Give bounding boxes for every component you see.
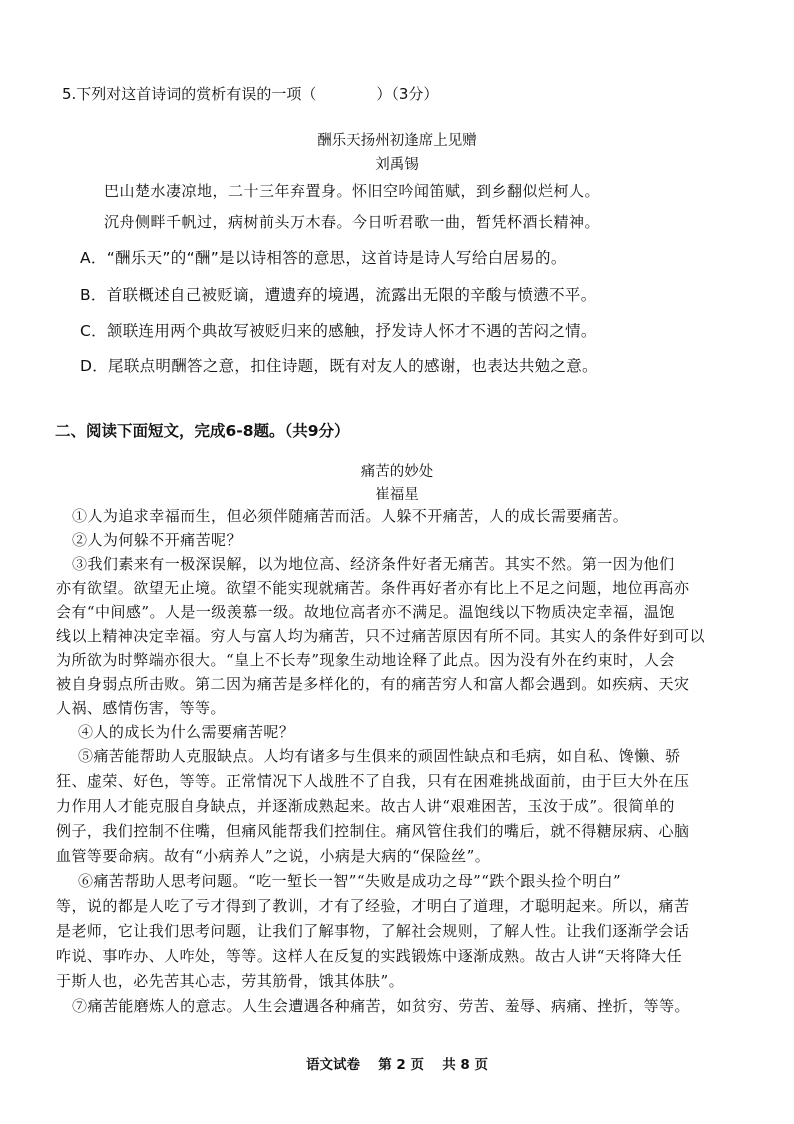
option-a: A．“酬乐天”的“酬”是以诗相答的意思，这首诗是诗人写给白居易的。	[80, 249, 567, 267]
article-line: 狂、虚荣、好色，等等。正常情况下人战胜不了自我，只有在困难挑战面前，由于巨大外在压	[56, 772, 690, 790]
article-line: 例子，我们控制不住嘴，但痛风能帮我们控制住。痛风管住我们的嘴后，就不得糖尿病、心脑	[56, 822, 690, 840]
article-line: ④人的成长为什么需要痛苦呢？	[78, 723, 295, 741]
article-line: 会有“中间感”。人是一级羡慕一级。故地位高者亦不满足。温饱线以下物质决定幸福，温饱	[56, 603, 675, 621]
section-2-heading: 二、阅读下面短文，完成6-8题。（共9分）	[55, 422, 350, 440]
article-line: 等，说的都是人吃了亏才得到了教训，才有了经验，才明白了道理，才聪明起来。所以，痛苦	[56, 897, 690, 915]
question-5-stem: 5.下列对这首诗词的赏析有误的一项（ ）（3分）	[62, 85, 439, 103]
article-title: 痛苦的妙处	[360, 464, 434, 480]
article-line: 是老师，它让我们思考问题，让我们了解事物，了解社会规则，了解人性。让我们逐渐学会话	[56, 922, 690, 940]
article-line: 力作用人才能克服自身缺点，并逐渐成熟起来。故古人讲“艰难困苦，玉汝于成”。很简单的	[56, 797, 675, 815]
poem-title: 酬乐天扬州初逢席上见赠	[317, 133, 477, 149]
option-c: C．颔联连用两个典故写被贬归来的感触，抒发诗人怀才不遇的苦闷之情。	[80, 322, 597, 340]
poem-author: 刘禹锡	[375, 157, 419, 173]
option-b: B．首联概述自己被贬谪，遭遗弃的境遇，流露出无限的辛酸与愤懑不平。	[80, 286, 597, 304]
article-line: 于斯人也，必先苦其心志，劳其筋骨，饿其体肤”。	[56, 972, 405, 990]
page-footer: 语文试卷 第 2 页 共 8 页	[306, 1057, 488, 1073]
article-line: ③我们素来有一极深误解，以为地位高、经济条件好者无痛苦。其实不然。第一因为他们	[72, 555, 675, 573]
article-line: 线以上精神决定幸福。穷人与富人均为痛苦，只不过痛苦原因有所不同。其实人的条件好到可以	[56, 627, 705, 645]
poem-line: 沉舟侧畔千帆过，病树前头万木春。今日听君歌一曲，暂凭杯酒长精神。	[104, 213, 601, 231]
article-line: ②人为何躲不开痛苦呢？	[72, 531, 242, 549]
article-line: 血管等要命病。故有“小病养人”之说，小病是大病的“保险丝”。	[56, 847, 491, 865]
article-author: 崔福星	[375, 487, 419, 503]
article-line: 咋说、事咋办、人咋处，等等。这样人在反复的实践锻炼中逐渐成熟。故古人讲“天将降大任	[56, 947, 683, 965]
article-line: ①人为追求幸福而生，但必须伴随痛苦而活。人躲不开痛苦，人的成长需要痛苦。	[72, 507, 629, 525]
article-line: 为所欲为时弊端亦很大。“皇上不长寿”现象生动地诠释了此点。因为没有外在约束时，人会	[56, 651, 675, 669]
option-d: D．尾联点明酬答之意，扣住诗题，既有对友人的感谢，也表达共勉之意。	[80, 357, 598, 375]
article-line: ⑤痛苦能帮助人克服缺点。人均有诸多与生俱来的顽固性缺点和毛病，如自私、馋懒、骄	[78, 747, 681, 765]
article-line: ⑦痛苦能磨炼人的意志。人生会遭遇各种痛苦，如贫穷、劳苦、羞辱、病痛、挫折，等等。	[72, 997, 691, 1015]
article-line: 亦有欲望。欲望无止境。欲望不能实现就痛苦。条件再好者亦有比上不足之问题，地位再高亦	[56, 579, 690, 597]
article-line: ⑥痛苦帮助人思考问题。“吃一堑长一智”“失败是成功之母”“跌个跟头捡个明白”	[78, 872, 622, 890]
poem-line: 巴山楚水凄凉地，二十三年弃置身。怀旧空吟闻笛赋，到乡翻似烂柯人。	[104, 182, 601, 200]
article-line: 人祸、感情伤害，等等。	[56, 699, 226, 717]
article-line: 被自身弱点所击败。第二因为痛苦是多样化的，有的痛苦穷人和富人都会遇到。如疾病、天灾	[56, 675, 690, 693]
